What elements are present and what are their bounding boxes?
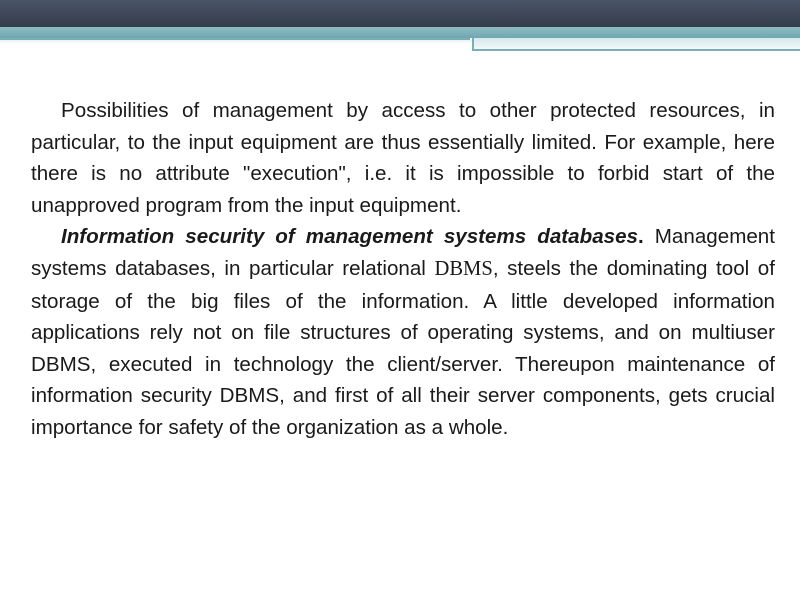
header-step-line: [472, 49, 800, 51]
paragraph-2-text-a: Management systems databases, in particular relational: [31, 225, 775, 280]
section-lead-italic: Information security of management systems databases: [61, 225, 639, 249]
section-lead-period: .: [638, 225, 644, 249]
slide-body: [31, 95, 775, 444]
dbms-term: DBMS: [434, 257, 493, 280]
header-step-band: [472, 38, 800, 49]
header-teal-band: [0, 27, 800, 38]
header-dark-band: [0, 0, 800, 27]
paragraph-access-limits: [31, 95, 775, 221]
section-lead-heading: [61, 225, 644, 248]
header-fade: [0, 40, 472, 44]
header-accent-line: [0, 38, 470, 40]
paragraph-2-text-b: , steels the dominating tool of storage of the big files of the information. A little developed information applications rely not on file structures of operating systems, and on multiuser DBMS, executed in technology the client/server. Thereupon maintenance of information security DBMS, and first of all their server components, gets crucial importance for safety of the organization as a whole.: [31, 256, 775, 439]
paragraph-1-text: Possibilities of management by access to other protected resources, in particular, to the input equipment are thus essentially limited. For example, here there is no attribute "execution", i.e. it is impossible to forbid start of the unapproved program from the input equipment.: [31, 99, 775, 217]
paragraph-dbms-security: [31, 221, 775, 443]
